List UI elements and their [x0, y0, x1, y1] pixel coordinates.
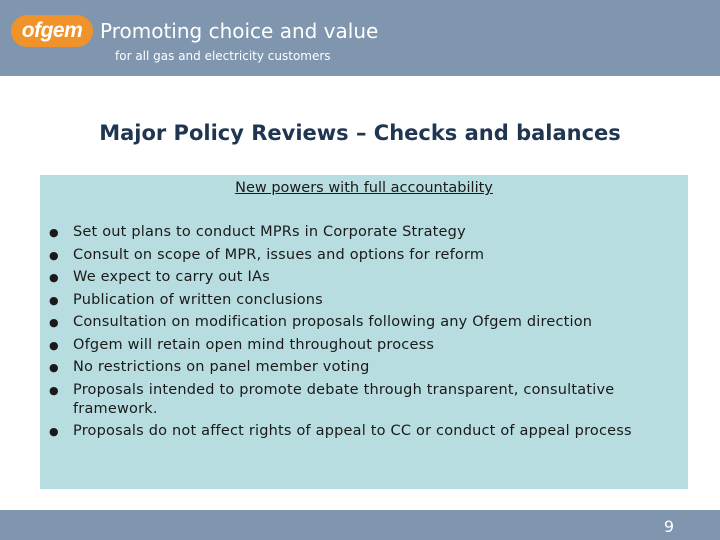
- bullet-item: [49, 223, 678, 242]
- bullet-text: No restrictions on panel member voting: [73, 359, 370, 375]
- bullet-icon: ●: [49, 338, 59, 352]
- content-panel: [40, 175, 688, 489]
- bullet-item: [49, 268, 678, 287]
- bullet-icon: ●: [49, 361, 59, 374]
- bullet-text: Proposals intended to promote debate through transparent, consultative framework.: [73, 381, 615, 417]
- bullet-text: Consultation on modification proposals following any Ofgem direction: [73, 314, 593, 330]
- bullet-icon: ●: [49, 425, 59, 438]
- bullet-text: Set out plans to conduct MPRs in Corporate Strategy: [73, 224, 466, 240]
- bullet-icon: ●: [49, 383, 59, 397]
- bullet-item: [49, 336, 678, 355]
- bullet-item: [49, 381, 678, 419]
- ofgem-logo: ofgem: [11, 15, 93, 47]
- bullet-text: Publication of written conclusions: [73, 291, 323, 308]
- bullet-icon: ●: [49, 248, 59, 262]
- bullet-text: Consult on scope of MPR, issues and options for reform: [73, 246, 485, 263]
- bullet-text: Ofgem will retain open mind throughout process: [73, 336, 435, 353]
- bullet-icon: ●: [49, 226, 59, 239]
- header-subtagline: for all gas and electricity customers: [115, 49, 331, 63]
- bullet-list: [49, 223, 678, 445]
- bullet-icon: ●: [49, 271, 59, 284]
- header-bar: [0, 0, 720, 76]
- bullet-text: We expect to carry out IAs: [73, 269, 270, 285]
- bullet-item: [49, 358, 678, 377]
- bullet-text: Proposals do not affect rights of appeal to CC or conduct of appeal process: [73, 423, 632, 439]
- slide-title: Major Policy Reviews – Checks and balances: [99, 121, 621, 145]
- footer-bar: [0, 510, 720, 540]
- bullet-icon: ●: [49, 293, 59, 307]
- panel-subtitle: New powers with full accountability: [235, 180, 493, 196]
- bullet-item: [49, 313, 678, 332]
- header-tagline: Promoting choice and value: [100, 19, 379, 43]
- bullet-item: [49, 291, 678, 310]
- page-number: 9: [663, 517, 674, 536]
- bullet-item: [49, 246, 678, 265]
- bullet-item: [49, 422, 678, 441]
- bullet-icon: ●: [49, 316, 59, 329]
